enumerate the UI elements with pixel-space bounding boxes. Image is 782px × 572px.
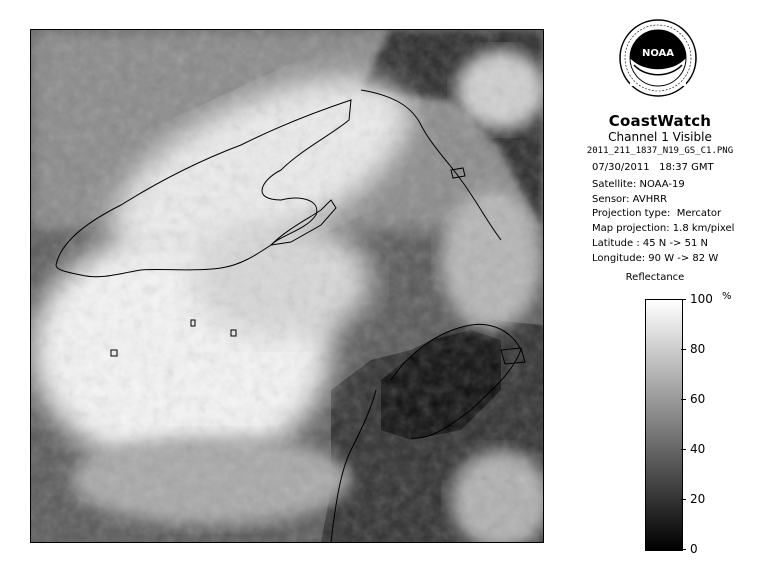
legend-title: Reflectance xyxy=(625,272,685,283)
legend-tick xyxy=(681,499,686,500)
legend-tick xyxy=(681,449,686,450)
channel-subtitle: Channel 1 Visible xyxy=(608,130,712,144)
latitude-label: Latitude : 45 N -> 51 N xyxy=(592,238,708,249)
longitude-label: Longitude: 90 W -> 82 W xyxy=(592,253,719,264)
satellite-label: Satellite: NOAA-19 xyxy=(592,179,685,190)
satellite-image xyxy=(30,29,544,543)
satellite-image-svg xyxy=(31,30,543,542)
legend-tick-label: 100 xyxy=(690,292,713,306)
svg-text:NOAA: NOAA xyxy=(641,48,675,59)
app-title: CoastWatch xyxy=(608,112,712,130)
cloud-texture xyxy=(31,30,543,542)
reflectance-colorbar xyxy=(645,299,683,551)
legend-tick-label: 0 xyxy=(690,542,698,556)
legend-tick xyxy=(681,349,686,350)
legend-tick-label: 40 xyxy=(690,442,706,456)
legend-tick xyxy=(681,549,686,550)
date-time: 07/30/2011 18:37 GMT xyxy=(592,162,714,173)
legend-unit: % xyxy=(722,291,732,302)
legend-tick-label: 20 xyxy=(690,492,706,506)
legend-tick-label: 80 xyxy=(690,342,706,356)
legend-tick xyxy=(681,299,686,300)
legend-tick xyxy=(681,399,686,400)
map-projection-label: Map projection: 1.8 km/pixel xyxy=(592,223,735,234)
legend-tick-label: 60 xyxy=(690,392,706,406)
image-filename: 2011_211_1837_N19_GS_C1.PNG xyxy=(586,146,734,156)
noaa-logo xyxy=(618,18,698,98)
projection-type-label: Projection type: Mercator xyxy=(592,208,722,219)
sensor-label: Sensor: AVHRR xyxy=(592,194,668,205)
